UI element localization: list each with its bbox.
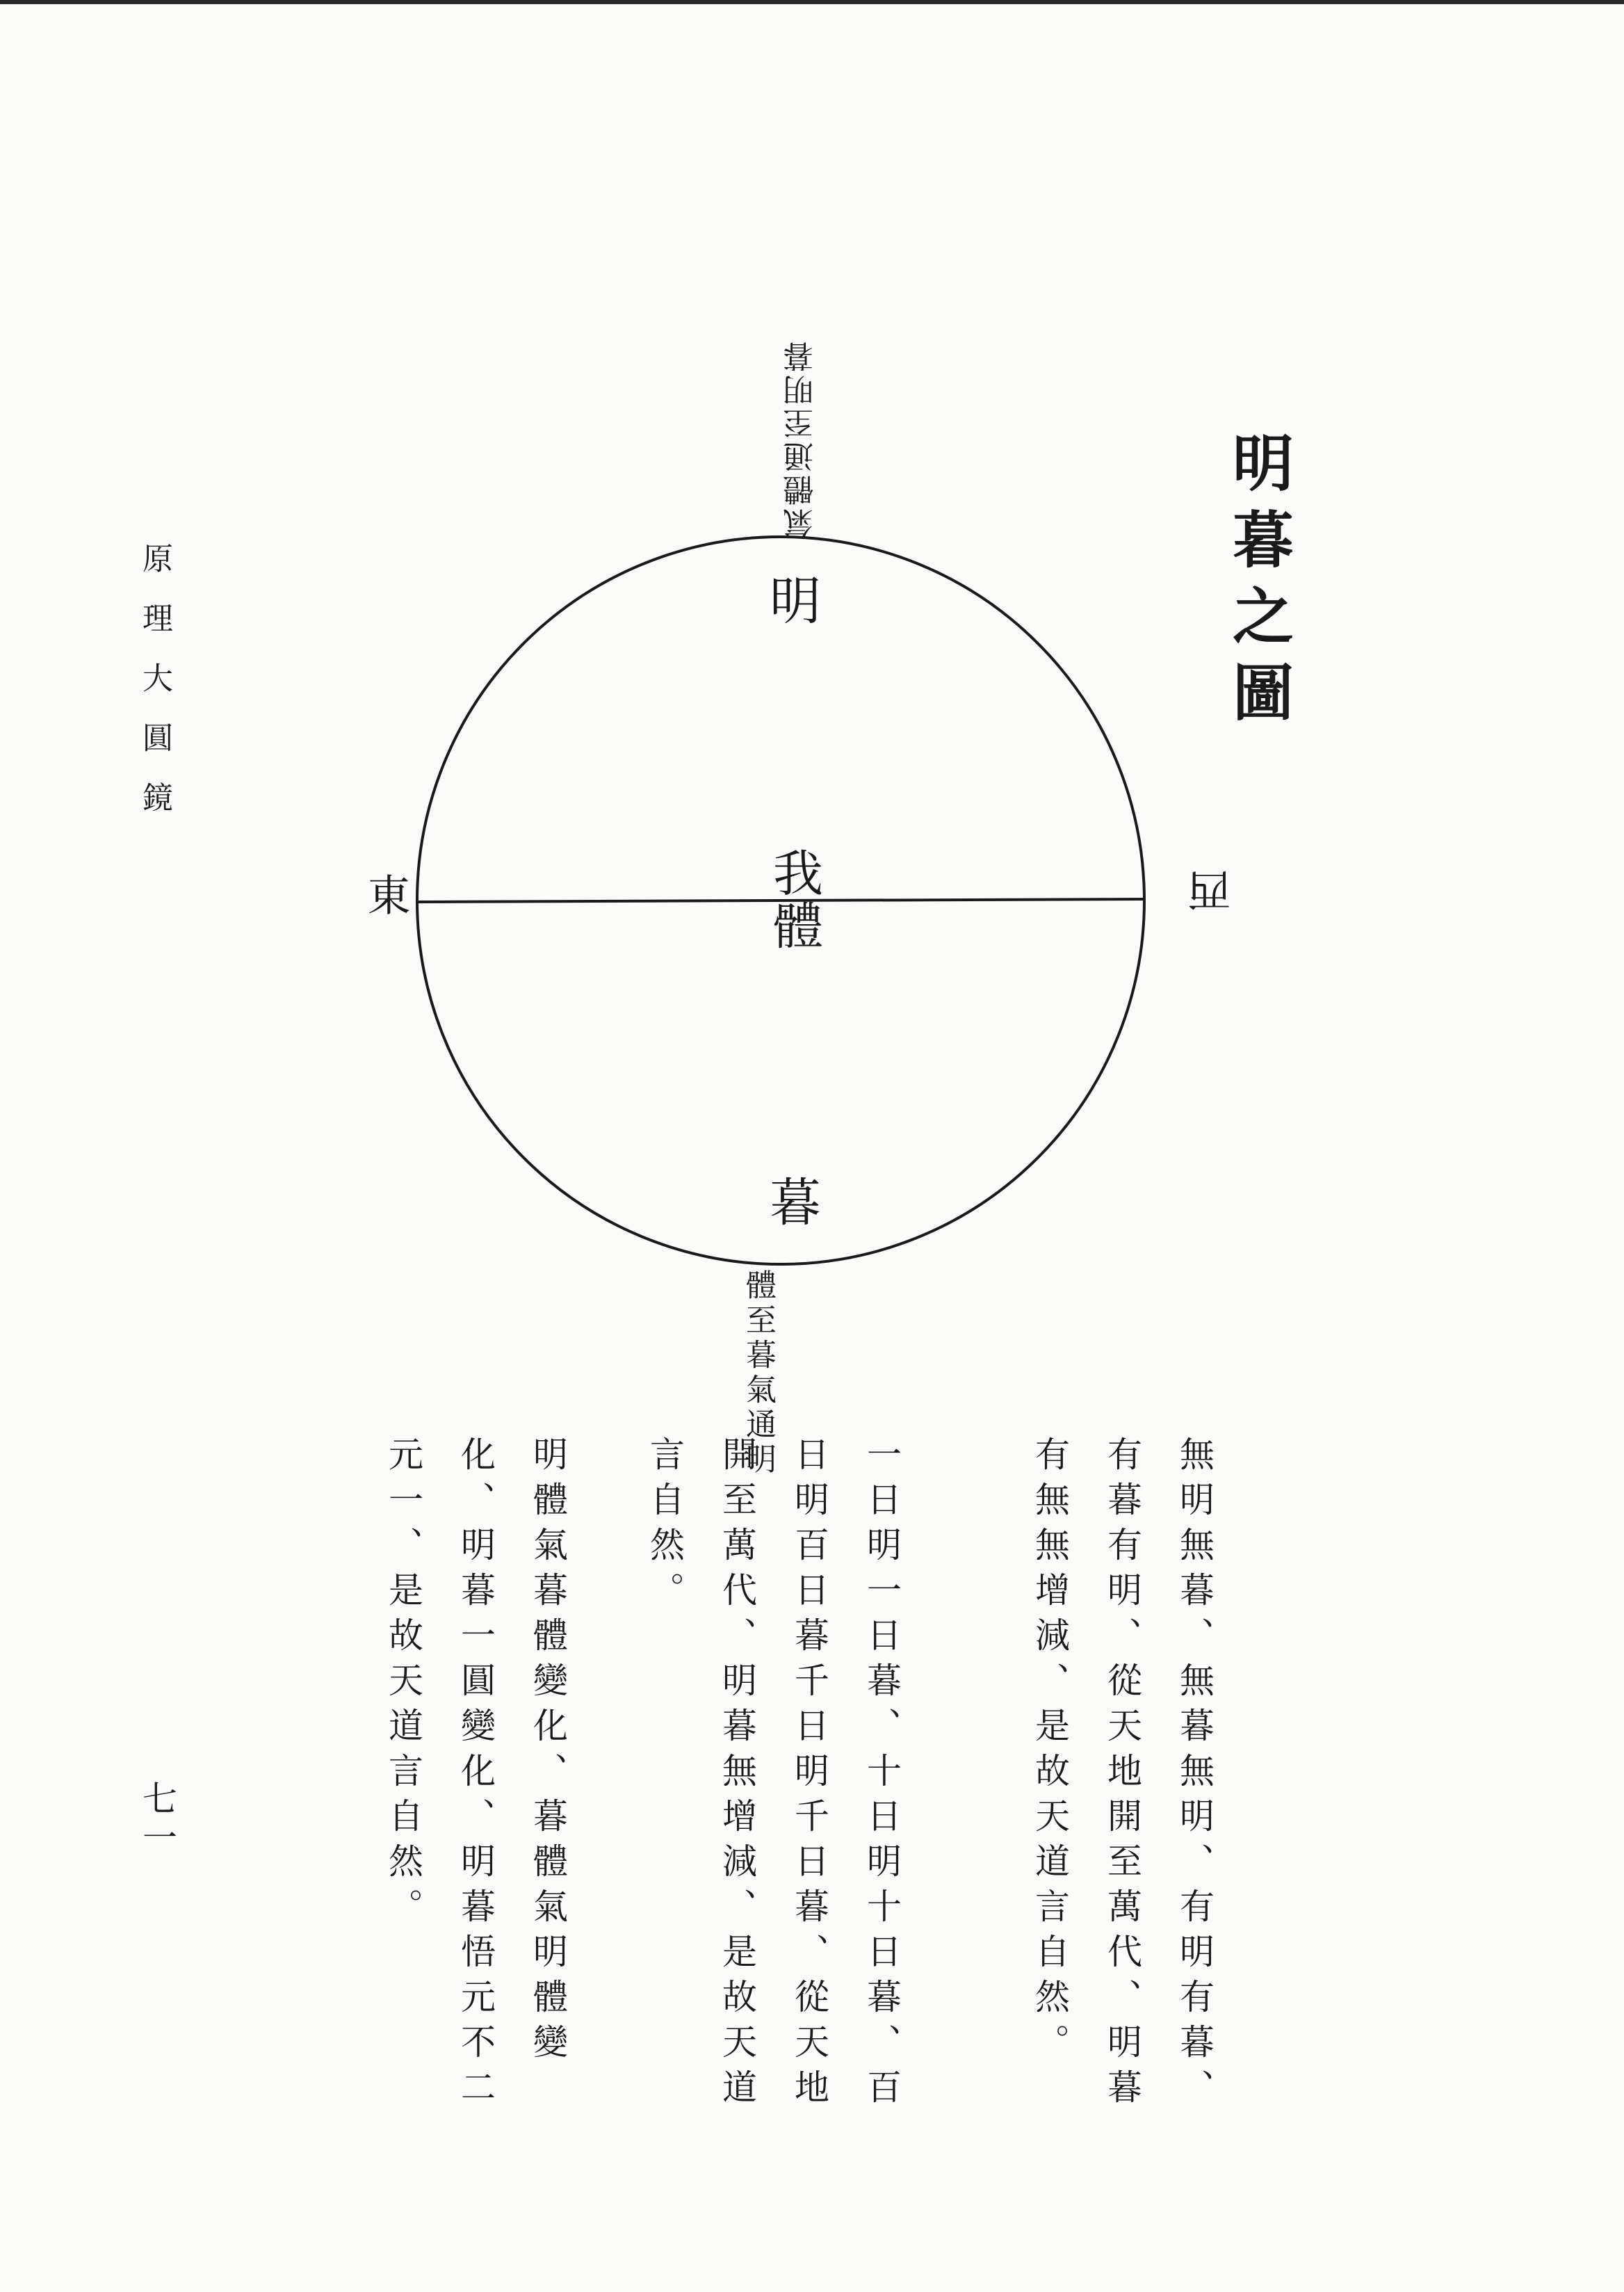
mu-label: 暮 [761,1175,821,1227]
ming-label: 明 [761,574,821,625]
west-label: 西 [1187,869,1238,912]
page-number: 七一 [137,1780,177,1858]
center-label: 我體 [765,847,823,953]
paragraph-1: 無明無暮、無暮無明、有明有暮、有暮有明、從天地開至萬代、明暮有無無增減、是故天道言自然。 [1030,1436,1215,2114]
running-head: 原理大圓鏡 [137,542,172,841]
paragraph-2: 一日明一日暮、十日明十日暮、百日明百日暮千日明千日暮、從天地開至萬代、明暮無增減、是故天道言自然。 [644,1436,902,2114]
paragraph-3: 明體氣暮體變化、暮體氣明體變化、明暮一圓變化、明暮悟元不二元一、是故天道言自然。 [383,1436,568,2114]
top-label-text: 氣體通至明暮 [783,339,819,539]
top-label [737,339,820,539]
east-label: 東 [360,873,411,916]
diagram-title: 明暮之圖 [1223,431,1295,737]
bottom-label: 體至暮氣通明 [740,1269,776,1478]
